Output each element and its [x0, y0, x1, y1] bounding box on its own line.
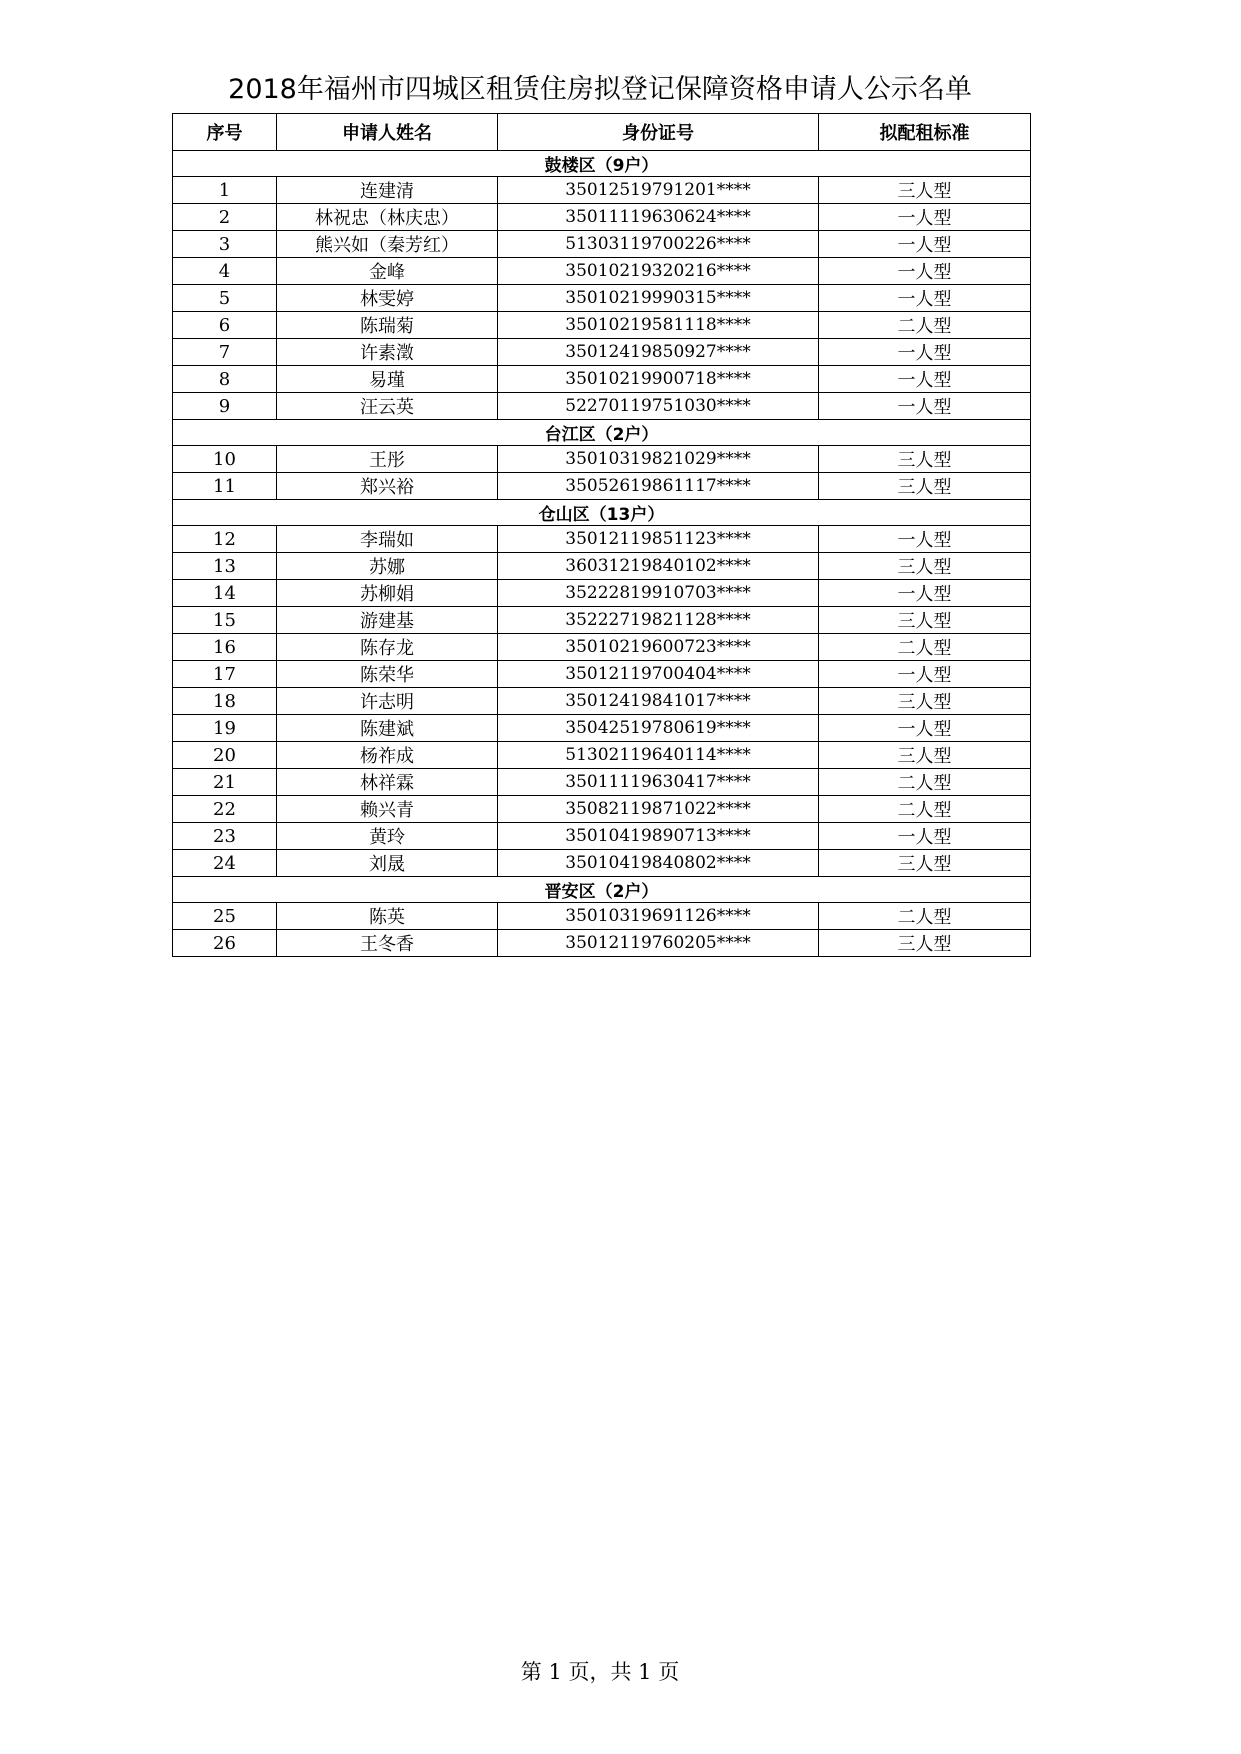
cell-rental-standard: 三人型 [819, 607, 1031, 634]
table-row [173, 688, 1031, 715]
cell-applicant-name: 连建清 [277, 177, 498, 204]
table-row [173, 661, 1031, 688]
table-row [173, 580, 1031, 607]
cell-applicant-name: 苏娜 [277, 553, 498, 580]
cell-id-number: 35010419840802**** [498, 850, 819, 877]
cell-serial-number: 14 [173, 580, 277, 607]
cell-rental-standard: 三人型 [819, 473, 1031, 500]
cell-rental-standard: 一人型 [819, 204, 1031, 231]
cell-serial-number: 13 [173, 553, 277, 580]
cell-serial-number: 17 [173, 661, 277, 688]
cell-id-number: 35012119700404**** [498, 661, 819, 688]
cell-id-number: 35222719821128**** [498, 607, 819, 634]
header-id-number: 身份证号 [498, 114, 819, 151]
header-applicant-name: 申请人姓名 [277, 114, 498, 151]
table-row [173, 312, 1031, 339]
cell-serial-number: 26 [173, 930, 277, 957]
cell-serial-number: 4 [173, 258, 277, 285]
cell-id-number: 35010219581118**** [498, 312, 819, 339]
table-row [173, 366, 1031, 393]
district-label: 晋安区（2户） [173, 877, 1031, 903]
cell-rental-standard: 三人型 [819, 553, 1031, 580]
cell-id-number: 35012419850927**** [498, 339, 819, 366]
cell-applicant-name: 陈瑞菊 [277, 312, 498, 339]
cell-applicant-name: 易瑾 [277, 366, 498, 393]
cell-serial-number: 2 [173, 204, 277, 231]
cell-applicant-name: 杨祚成 [277, 742, 498, 769]
cell-rental-standard: 三人型 [819, 177, 1031, 204]
cell-rental-standard: 三人型 [819, 446, 1031, 473]
cell-rental-standard: 一人型 [819, 366, 1031, 393]
cell-rental-standard: 二人型 [819, 634, 1031, 661]
cell-rental-standard: 三人型 [819, 742, 1031, 769]
cell-serial-number: 6 [173, 312, 277, 339]
cell-applicant-name: 陈存龙 [277, 634, 498, 661]
table-header-row [173, 114, 1031, 151]
cell-id-number: 35010319691126**** [498, 903, 819, 930]
cell-serial-number: 5 [173, 285, 277, 312]
cell-serial-number: 23 [173, 823, 277, 850]
cell-id-number: 35052619861117**** [498, 473, 819, 500]
cell-id-number: 35012519791201**** [498, 177, 819, 204]
cell-id-number: 51303119700226**** [498, 231, 819, 258]
district-row [173, 420, 1031, 446]
cell-applicant-name: 林雯婷 [277, 285, 498, 312]
table-body [173, 151, 1031, 957]
cell-serial-number: 20 [173, 742, 277, 769]
cell-applicant-name: 陈英 [277, 903, 498, 930]
cell-applicant-name: 陈荣华 [277, 661, 498, 688]
cell-applicant-name: 陈建斌 [277, 715, 498, 742]
cell-serial-number: 12 [173, 526, 277, 553]
table-row [173, 393, 1031, 420]
cell-id-number: 35222819910703**** [498, 580, 819, 607]
cell-id-number: 35010319821029**** [498, 446, 819, 473]
header-serial-number: 序号 [173, 114, 277, 151]
cell-applicant-name: 林祥霖 [277, 769, 498, 796]
cell-rental-standard: 一人型 [819, 715, 1031, 742]
cell-id-number: 35010219900718**** [498, 366, 819, 393]
table-row [173, 796, 1031, 823]
cell-serial-number: 3 [173, 231, 277, 258]
cell-serial-number: 15 [173, 607, 277, 634]
cell-serial-number: 8 [173, 366, 277, 393]
cell-serial-number: 7 [173, 339, 277, 366]
district-row [173, 877, 1031, 903]
applicant-table [172, 113, 1031, 957]
cell-rental-standard: 一人型 [819, 258, 1031, 285]
cell-rental-standard: 二人型 [819, 796, 1031, 823]
cell-serial-number: 11 [173, 473, 277, 500]
cell-serial-number: 10 [173, 446, 277, 473]
district-row [173, 500, 1031, 526]
cell-rental-standard: 二人型 [819, 903, 1031, 930]
table-row [173, 742, 1031, 769]
district-label: 鼓楼区（9户） [173, 151, 1031, 177]
page-footer: 第 1 页，共 1 页 [520, 1660, 680, 1684]
cell-rental-standard: 三人型 [819, 930, 1031, 957]
table-row [173, 930, 1031, 957]
cell-applicant-name: 汪云英 [277, 393, 498, 420]
cell-id-number: 35012119760205**** [498, 930, 819, 957]
cell-applicant-name: 熊兴如（秦芳红） [277, 231, 498, 258]
table-row [173, 823, 1031, 850]
table-row [173, 339, 1031, 366]
table-row [173, 473, 1031, 500]
cell-id-number: 35011119630417**** [498, 769, 819, 796]
cell-rental-standard: 二人型 [819, 312, 1031, 339]
cell-id-number: 35010419890713**** [498, 823, 819, 850]
cell-applicant-name: 李瑞如 [277, 526, 498, 553]
cell-serial-number: 25 [173, 903, 277, 930]
table-row [173, 634, 1031, 661]
cell-serial-number: 19 [173, 715, 277, 742]
cell-rental-standard: 一人型 [819, 393, 1031, 420]
table-row [173, 285, 1031, 312]
cell-rental-standard: 二人型 [819, 769, 1031, 796]
cell-applicant-name: 游建基 [277, 607, 498, 634]
cell-id-number: 35012419841017**** [498, 688, 819, 715]
cell-rental-standard: 一人型 [819, 339, 1031, 366]
cell-id-number: 35010219600723**** [498, 634, 819, 661]
cell-id-number: 52270119751030**** [498, 393, 819, 420]
cell-serial-number: 22 [173, 796, 277, 823]
cell-rental-standard: 一人型 [819, 285, 1031, 312]
cell-serial-number: 21 [173, 769, 277, 796]
table-row [173, 526, 1031, 553]
cell-applicant-name: 王冬香 [277, 930, 498, 957]
cell-rental-standard: 一人型 [819, 231, 1031, 258]
cell-serial-number: 18 [173, 688, 277, 715]
cell-serial-number: 1 [173, 177, 277, 204]
table-row [173, 553, 1031, 580]
table-row [173, 177, 1031, 204]
cell-id-number: 36031219840102**** [498, 553, 819, 580]
district-label: 台江区（2户） [173, 420, 1031, 446]
table-row [173, 769, 1031, 796]
cell-applicant-name: 金峰 [277, 258, 498, 285]
cell-applicant-name: 黄玲 [277, 823, 498, 850]
page-title: 2018年福州市四城区租赁住房拟登记保障资格申请人公示名单 [228, 74, 972, 105]
cell-applicant-name: 许志明 [277, 688, 498, 715]
district-row [173, 151, 1031, 177]
table-row [173, 204, 1031, 231]
cell-id-number: 35010219990315**** [498, 285, 819, 312]
table-row [173, 850, 1031, 877]
cell-id-number: 35010219320216**** [498, 258, 819, 285]
table-row [173, 607, 1031, 634]
cell-applicant-name: 郑兴裕 [277, 473, 498, 500]
table-row [173, 446, 1031, 473]
cell-applicant-name: 苏柳娟 [277, 580, 498, 607]
cell-applicant-name: 赖兴青 [277, 796, 498, 823]
cell-rental-standard: 三人型 [819, 688, 1031, 715]
cell-serial-number: 24 [173, 850, 277, 877]
cell-id-number: 35012119851123**** [498, 526, 819, 553]
cell-serial-number: 9 [173, 393, 277, 420]
table-row [173, 903, 1031, 930]
cell-applicant-name: 许素澂 [277, 339, 498, 366]
cell-applicant-name: 林祝忠（林庆忠） [277, 204, 498, 231]
district-label: 仓山区（13户） [173, 500, 1031, 526]
cell-applicant-name: 王彤 [277, 446, 498, 473]
cell-serial-number: 16 [173, 634, 277, 661]
cell-rental-standard: 三人型 [819, 850, 1031, 877]
table-row [173, 231, 1031, 258]
cell-id-number: 35082119871022**** [498, 796, 819, 823]
header-rental-standard: 拟配租标准 [819, 114, 1031, 151]
cell-rental-standard: 一人型 [819, 526, 1031, 553]
cell-id-number: 35042519780619**** [498, 715, 819, 742]
cell-rental-standard: 一人型 [819, 661, 1031, 688]
cell-rental-standard: 一人型 [819, 823, 1031, 850]
table-row [173, 715, 1031, 742]
cell-id-number: 35011119630624**** [498, 204, 819, 231]
table-row [173, 258, 1031, 285]
cell-applicant-name: 刘晟 [277, 850, 498, 877]
cell-id-number: 51302119640114**** [498, 742, 819, 769]
cell-rental-standard: 一人型 [819, 580, 1031, 607]
